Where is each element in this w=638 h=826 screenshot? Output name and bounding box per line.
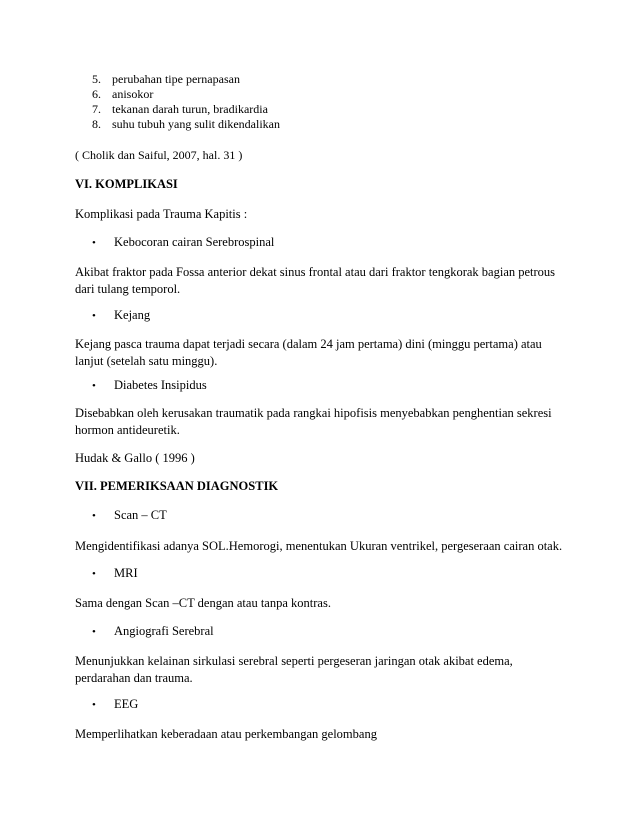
- bullet-item: [92, 697, 138, 712]
- bullet-icon: •: [92, 510, 96, 522]
- paragraph: [75, 336, 542, 370]
- bullet-text: Scan – CT: [114, 508, 167, 522]
- bullet-text: Diabetes Insipidus: [114, 378, 207, 392]
- bullet-item: [92, 378, 207, 393]
- bullet-item: [92, 624, 214, 639]
- list-item: [92, 87, 280, 102]
- bullet-item: [92, 235, 274, 250]
- bullet-icon: •: [92, 626, 96, 638]
- list-number: 5.: [92, 72, 101, 86]
- bullet-text: Kebocoran cairan Serebrospinal: [114, 235, 275, 249]
- paragraph: [75, 405, 552, 439]
- paragraph-line: Kejang pasca trauma dapat terjadi secara (dalam 24 jam pertama) dini (minggu pertama) atau: [75, 337, 542, 351]
- list-number: 7.: [92, 102, 101, 116]
- list-item: [92, 117, 280, 132]
- bullet-item: [92, 508, 167, 523]
- bullet-icon: •: [92, 699, 96, 711]
- bullet-icon: •: [92, 380, 96, 392]
- paragraph: Sama dengan Scan –CT dengan atau tanpa kontras.: [75, 596, 331, 610]
- bullet-text: Angiografi Serebral: [114, 624, 214, 638]
- bullet-icon: •: [92, 568, 96, 580]
- paragraph-line: Menunjukkan kelainan sirkulasi serebral seperti pergeseran jaringan otak akibat edema,: [75, 654, 513, 668]
- list-item-text: suhu tubuh yang sulit dikendalikan: [112, 117, 280, 131]
- paragraph-line: dari tulang temporol.: [75, 282, 181, 296]
- bullet-text: EEG: [114, 697, 139, 711]
- numbered-list: [92, 72, 280, 132]
- paragraph-line: perdarahan dan trauma.: [75, 671, 193, 685]
- paragraph: [75, 653, 513, 687]
- section-heading-komplikasi: VI. KOMPLIKASI: [75, 177, 178, 191]
- komplikasi-intro: Komplikasi pada Trauma Kapitis :: [75, 207, 248, 221]
- paragraph-line: Disebabkan oleh kerusakan traumatik pada rangkai hipofisis menyebabkan penghentian sekresi: [75, 406, 552, 420]
- paragraph: Memperlihatkan keberadaan atau perkembangan gelombang: [75, 727, 377, 741]
- paragraph: [75, 264, 555, 298]
- bullet-icon: •: [92, 310, 96, 322]
- bullet-text: MRI: [114, 566, 138, 580]
- list-item: [92, 102, 280, 117]
- list-item: [92, 72, 280, 87]
- list-item-text: perubahan tipe pernapasan: [112, 72, 240, 86]
- paragraph: Mengidentifikasi adanya SOL.Hemorogi, menentukan Ukuran ventrikel, pergeseraan cairan otak.: [75, 539, 563, 553]
- bullet-icon: •: [92, 237, 96, 249]
- bullet-item: [92, 308, 150, 323]
- list-number: 6.: [92, 87, 101, 101]
- paragraph-line: lanjut (setelah satu minggu).: [75, 354, 218, 368]
- bullet-text: Kejang: [114, 308, 151, 322]
- list-item-text: anisokor: [112, 87, 154, 101]
- paragraph-line: hormon antideuretik.: [75, 423, 180, 437]
- list-item-text: tekanan darah turun, bradikardia: [112, 102, 268, 116]
- bullet-item: [92, 566, 138, 581]
- citation-cholik: ( Cholik dan Saiful, 2007, hal. 31 ): [75, 148, 243, 162]
- citation-hudak: Hudak & Gallo ( 1996 ): [75, 451, 195, 465]
- paragraph-line: Akibat fraktor pada Fossa anterior dekat sinus frontal atau dari fraktor tengkorak bagian petrous: [75, 265, 556, 279]
- section-heading-diagnostik: VII. PEMERIKSAAN DIAGNOSTIK: [75, 479, 279, 493]
- list-number: 8.: [92, 117, 101, 131]
